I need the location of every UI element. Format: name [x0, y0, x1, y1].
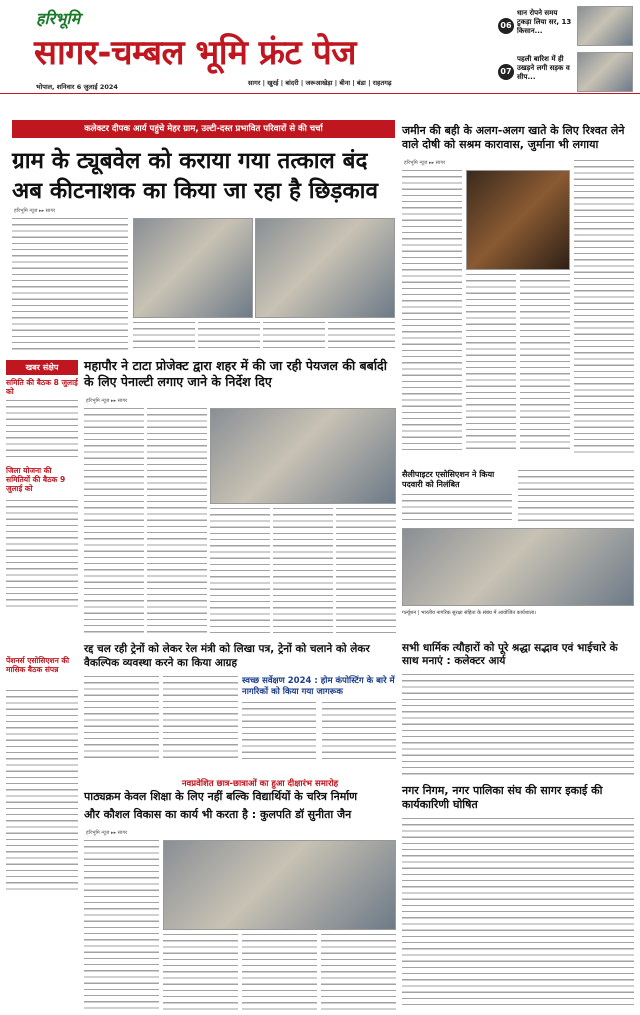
- bribery-byline: हरिभूमि न्यूज ▸▸ सागर: [404, 160, 446, 166]
- lead-column: [263, 322, 325, 353]
- lead-headline-line1: ग्राम के ट्यूबवेल को कराया गया तत्काल बंद: [12, 148, 368, 174]
- mayor-column: [210, 508, 270, 636]
- convocation-byline: हरिभूमि न्यूज ▸▸ सागर: [86, 830, 128, 836]
- brief-body: [6, 400, 78, 460]
- festivals-story: [402, 642, 634, 776]
- lead-column: [328, 322, 395, 353]
- municipal-headline: नगर निगम, नगर पालिका संघ की सागर इकाई की कार्यकारिणी घोषित: [402, 784, 603, 811]
- convocation-photo: [163, 840, 396, 930]
- suspension-headline: सैलीपाइटर एसोसिएशन ने किया पदवारी को निलंबित: [402, 470, 495, 489]
- photo-caption: गर्ल्यूशन | भारतीय नागरिक सुरक्षा संहिता के संबंध में आयोजित कार्यशाला।: [402, 610, 537, 616]
- lead-story: [12, 120, 395, 352]
- lead-byline: हरिभूमि न्यूज ▸▸ सागर: [14, 208, 56, 214]
- page-title: सागर-चम्बल भूमि फ्रंट पेज: [34, 33, 356, 73]
- mayor-column: [273, 508, 333, 636]
- mayor-column: [336, 508, 396, 636]
- masthead: [0, 0, 640, 94]
- convocation-headline-line1: पाठ्यक्रम केवल शिक्षा के लिए नहीं बल्कि विद्यार्थियों के चरित्र निर्माण: [84, 790, 358, 803]
- teaser-item[interactable]: [495, 50, 635, 94]
- mayor-column: [84, 408, 144, 636]
- teaser-item[interactable]: [495, 4, 635, 48]
- bribery-headline: जमीन की बही के अलग-अलग खाते के लिए रिश्वत लेने वाले दोषी को सश्रम कारावास, जुर्माना भी लगाया: [402, 124, 625, 151]
- swachh-headline: स्वच्छ सर्वेक्षण 2024 : होम कंपोस्टिंग के बारे में नागरिकों को किया गया जागरूक: [242, 676, 395, 697]
- teaser-text: धान रोपने समय टुकड़ा लिया सर, 13 किसान...: [517, 9, 572, 35]
- lead-column: [198, 322, 260, 353]
- mayor-column: [147, 408, 207, 636]
- training-photo: [402, 528, 634, 606]
- trains-column: [163, 676, 238, 760]
- trains-column: [84, 676, 159, 760]
- teaser-text: पहली बारिश में ही उखड़ने लगी सड़क व सीप...: [517, 55, 570, 81]
- brand-logo: हरिभूमि: [36, 9, 81, 28]
- convocation-kicker: नवप्रवेशित छात्र-छात्राओं का हुआ दीक्षारंभ समारोह: [181, 779, 339, 789]
- gavel-photo: [466, 170, 570, 270]
- sidebar-header: खबर संक्षेप: [6, 360, 78, 375]
- teaser-number: 07: [498, 64, 514, 80]
- trains-headline: रद्द चल रही ट्रेनों को लेकर रेल मंत्री को लिखा पत्र, ट्रेनों को चलाने को लेकर वैकल्पिक व्यवस्था करने का किया आग्रह: [84, 643, 370, 669]
- bribery-story: [402, 124, 634, 454]
- mayor-photo: [210, 408, 396, 504]
- dateline: भोपाल, शनिवार 6 जुलाई 2024: [36, 83, 118, 91]
- suspension-column: [402, 494, 512, 524]
- bribery-column: [466, 274, 516, 454]
- lead-photo-right: [255, 218, 395, 318]
- suspension-column: [518, 470, 634, 524]
- lead-photo-left: [133, 218, 253, 318]
- district-bar: सागर | खुरई | बांदरी | जरूआखेड़ा | बीना | बंडा | राहतगढ़: [248, 79, 392, 87]
- bribery-column: [520, 274, 570, 454]
- festivals-column: [402, 674, 634, 776]
- convocation-story: [84, 778, 396, 1010]
- teaser-photo: [577, 6, 633, 46]
- festivals-headline: सभी धार्मिक त्यौहारों को पूरे श्रद्धा सद्भाव एवं भाईचारे के साथ मनाएं : कलेक्टर आर्य: [402, 642, 618, 667]
- municipal-column: [402, 818, 634, 1010]
- convocation-column: [163, 934, 238, 1010]
- municipal-story: [402, 784, 634, 1010]
- bribery-column: [402, 170, 462, 454]
- mayor-byline: हरिभूमि न्यूज ▸▸ सागर: [86, 398, 128, 404]
- convocation-column: [242, 934, 317, 1010]
- brief-body: [6, 500, 78, 610]
- convocation-headline-line2: और कौशल विकास का कार्य भी करता है : कुलपति डॉ सुनीता जैन: [84, 808, 352, 821]
- lead-column: [133, 322, 195, 353]
- swachh-story: [242, 676, 396, 760]
- teaser-number: 06: [498, 18, 514, 34]
- suspension-story: [402, 470, 634, 640]
- convocation-column: [321, 934, 396, 1010]
- lead-kicker: कलेक्टर दीपक आर्य पहुंचे मेहर ग्राम, उल्टी-दस्त प्रभावित परिवारों से की चर्चा: [12, 120, 395, 138]
- swachh-column: [242, 702, 316, 760]
- teaser-box: [495, 4, 635, 94]
- swachh-column: [322, 702, 396, 760]
- bribery-column: [574, 160, 634, 454]
- mayor-headline: महापौर ने टाटा प्रोजेक्ट द्वारा शहर में की जा रही पेयजल की बर्बादी के लिए पेनाल्टी लगाए जाने के निर्देश दिए: [84, 358, 387, 389]
- teaser-photo: [577, 52, 633, 92]
- lead-headline-line2: अब कीटनाशक का किया जा रहा है छिड़काव: [12, 178, 379, 204]
- brief-title: पेंशनर्स एसोसिएशन की मासिक बैठक संपन्न: [6, 656, 70, 674]
- mayor-story: [84, 358, 396, 636]
- masthead-rule: [0, 93, 640, 94]
- news-brief-sidebar: [6, 360, 78, 890]
- brief-title: जिला योजना की समितियों की बैठक 9 जुलाई को: [6, 466, 66, 493]
- lead-column: [12, 218, 128, 353]
- brief-title: समिति की बैठक 8 जुलाई को: [6, 378, 78, 396]
- convocation-column: [84, 840, 159, 1010]
- brief-body: [6, 690, 78, 890]
